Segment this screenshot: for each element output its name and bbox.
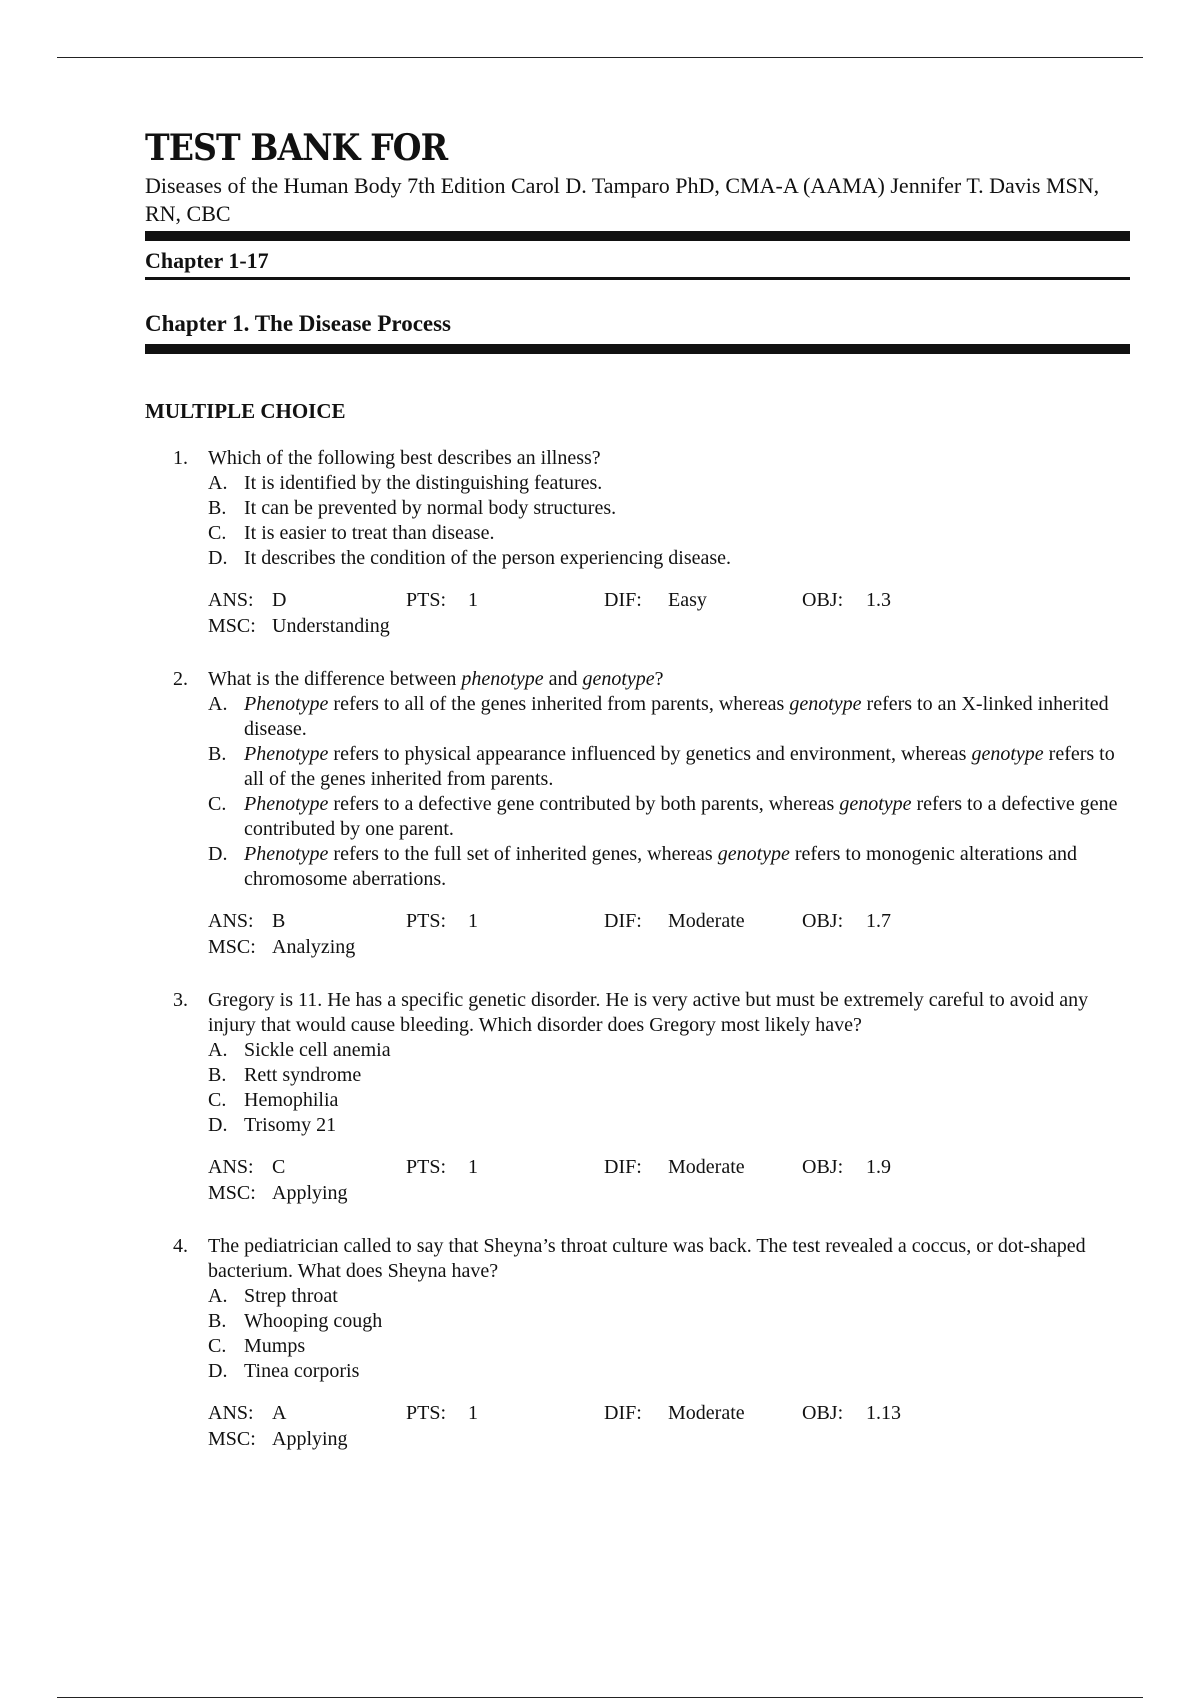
points-value: 1 (468, 589, 478, 611)
difficulty-field (604, 587, 802, 613)
answer-value: C (272, 1156, 286, 1178)
option-text: Hemophilia (244, 1089, 339, 1111)
msc-value: Analyzing (272, 936, 356, 958)
question-text: Which of the following best describes an illness? (208, 447, 601, 469)
points-label: PTS: (406, 589, 447, 611)
option-list (208, 471, 1130, 571)
option-list (208, 1038, 1130, 1138)
answer-value: B (272, 910, 286, 932)
option-letter: C. (208, 793, 227, 815)
bottom-rule (57, 1697, 1143, 1698)
option-text: Sickle cell anemia (244, 1039, 391, 1061)
option (208, 1309, 1130, 1334)
points-field (406, 1154, 604, 1180)
option-text: Phenotype refers to all of the genes inherited from parents, whereas genotype refers to an X-linked inherited disease. (244, 693, 1109, 740)
msc-label: MSC: (208, 615, 256, 637)
objective-value: 1.3 (866, 589, 891, 611)
answer-metadata (208, 908, 1130, 960)
points-value: 1 (468, 1402, 478, 1424)
question-text: Gregory is 11. He has a specific genetic disorder. He is very active but must be extremely careful to avoid any injury that would cause bleeding. Which disorder does Gregory most likely have? (208, 989, 1089, 1036)
objective-field (802, 587, 952, 613)
difficulty-value: Moderate (668, 1402, 745, 1424)
option (208, 1088, 1130, 1113)
answer-metadata (208, 1400, 1130, 1452)
option-text: Phenotype refers to a defective gene contributed by both parents, whereas genotype refers to a defective gene contributed by one parent. (244, 793, 1118, 840)
msc-field (208, 1426, 348, 1452)
answer-value: D (272, 589, 287, 611)
answer-label: ANS: (208, 910, 254, 932)
option-text: It is easier to treat than disease. (244, 522, 495, 544)
difficulty-field (604, 1400, 802, 1426)
option-letter: C. (208, 1335, 227, 1357)
option (208, 1359, 1130, 1384)
msc-value: Applying (272, 1428, 348, 1450)
objective-label: OBJ: (802, 910, 844, 932)
option-letter: B. (208, 1310, 227, 1332)
points-field (406, 908, 604, 934)
question-1 (173, 446, 1130, 639)
document-title: TEST BANK FOR (145, 127, 448, 169)
option-text: Phenotype refers to physical appearance influenced by genetics and environment, whereas genotype refers to all of the genes inherited from parents. (244, 743, 1115, 790)
chapter-title: Chapter 1. The Disease Process (145, 311, 452, 336)
msc-field (208, 613, 390, 639)
option-list (208, 692, 1130, 892)
objective-field (802, 1400, 952, 1426)
chapter-range: Chapter 1-17 (145, 248, 269, 273)
answer-metadata (208, 587, 1130, 639)
option-letter: D. (208, 843, 228, 865)
question-number: 2. (173, 668, 188, 690)
option-text: Strep throat (244, 1285, 338, 1307)
option (208, 692, 1130, 742)
option-text: Mumps (244, 1335, 306, 1357)
answer-label: ANS: (208, 589, 254, 611)
option-text: It describes the condition of the person experiencing disease. (244, 547, 732, 569)
question-number: 1. (173, 447, 188, 469)
objective-field (802, 908, 952, 934)
points-value: 1 (468, 910, 478, 932)
option (208, 496, 1130, 521)
answer-metadata (208, 1154, 1130, 1206)
chapter-range-divider (145, 277, 1130, 280)
title-divider (145, 231, 1130, 241)
difficulty-value: Moderate (668, 1156, 745, 1178)
chapter-divider (145, 344, 1130, 354)
option-text: Whooping cough (244, 1310, 383, 1332)
answer-field (208, 587, 406, 613)
msc-label: MSC: (208, 1428, 256, 1450)
option-letter: D. (208, 1114, 228, 1136)
option-text: Trisomy 21 (244, 1114, 337, 1136)
option-list (208, 1284, 1130, 1384)
difficulty-field (604, 1154, 802, 1180)
objective-label: OBJ: (802, 1156, 844, 1178)
points-label: PTS: (406, 1402, 447, 1424)
msc-label: MSC: (208, 1182, 256, 1204)
question-4 (173, 1234, 1130, 1452)
difficulty-value: Easy (668, 589, 707, 611)
term-phenotype: phenotype (461, 668, 544, 690)
option-letter: C. (208, 522, 227, 544)
question-2 (173, 667, 1130, 960)
msc-value: Understanding (272, 615, 390, 637)
answer-field (208, 1154, 406, 1180)
page-content (145, 127, 1130, 1480)
top-rule (57, 57, 1143, 58)
msc-value: Applying (272, 1182, 348, 1204)
difficulty-label: DIF: (604, 910, 642, 932)
option-text: Tinea corporis (244, 1360, 360, 1382)
document-subtitle: Diseases of the Human Body 7th Edition Carol D. Tamparo PhD, CMA-A (AAMA) Jennifer T. Davis MSN, RN, CBC (145, 173, 1100, 226)
option-letter: D. (208, 1360, 228, 1382)
option-letter: B. (208, 1064, 227, 1086)
option-text: Phenotype refers to the full set of inherited genes, whereas genotype refers to monogenic alterations and chromosome aberrations. (244, 843, 1078, 890)
option-letter: A. (208, 1285, 228, 1307)
option (208, 1334, 1130, 1359)
points-label: PTS: (406, 910, 447, 932)
option-letter: B. (208, 497, 227, 519)
points-field (406, 1400, 604, 1426)
option-letter: A. (208, 693, 228, 715)
option (208, 1063, 1130, 1088)
option (208, 1038, 1130, 1063)
option (208, 842, 1130, 892)
msc-label: MSC: (208, 936, 256, 958)
option-letter: D. (208, 547, 228, 569)
points-field (406, 587, 604, 613)
option-letter: A. (208, 472, 228, 494)
option-text: Rett syndrome (244, 1064, 362, 1086)
objective-value: 1.7 (866, 910, 891, 932)
answer-field (208, 908, 406, 934)
difficulty-value: Moderate (668, 910, 745, 932)
option (208, 546, 1130, 571)
objective-value: 1.13 (866, 1402, 901, 1424)
objective-label: OBJ: (802, 1402, 844, 1424)
option-letter: B. (208, 743, 227, 765)
question-text: The pediatrician called to say that Sheyna’s throat culture was back. The test revealed a coccus, or dot-shaped bacterium. What does Sheyna have? (208, 1235, 1086, 1282)
answer-label: ANS: (208, 1402, 254, 1424)
objective-label: OBJ: (802, 589, 844, 611)
option (208, 471, 1130, 496)
points-label: PTS: (406, 1156, 447, 1178)
answer-value: A (272, 1402, 287, 1424)
points-value: 1 (468, 1156, 478, 1178)
difficulty-label: DIF: (604, 1402, 642, 1424)
answer-label: ANS: (208, 1156, 254, 1178)
question-3 (173, 988, 1130, 1206)
question-number: 4. (173, 1235, 188, 1257)
answer-field (208, 1400, 406, 1426)
option (208, 742, 1130, 792)
option-letter: A. (208, 1039, 228, 1061)
term-genotype: genotype (582, 668, 655, 690)
question-text: What is the difference between phenotype and genotype? (208, 668, 664, 690)
option-text: It can be prevented by normal body structures. (244, 497, 617, 519)
option (208, 521, 1130, 546)
objective-value: 1.9 (866, 1156, 891, 1178)
difficulty-label: DIF: (604, 1156, 642, 1178)
difficulty-label: DIF: (604, 589, 642, 611)
option-text: It is identified by the distinguishing features. (244, 472, 603, 494)
option (208, 792, 1130, 842)
objective-field (802, 1154, 952, 1180)
question-number: 3. (173, 989, 188, 1011)
msc-field (208, 1180, 348, 1206)
msc-field (208, 934, 355, 960)
option (208, 1284, 1130, 1309)
option (208, 1113, 1130, 1138)
option-letter: C. (208, 1089, 227, 1111)
difficulty-field (604, 908, 802, 934)
section-heading: MULTIPLE CHOICE (145, 399, 346, 423)
